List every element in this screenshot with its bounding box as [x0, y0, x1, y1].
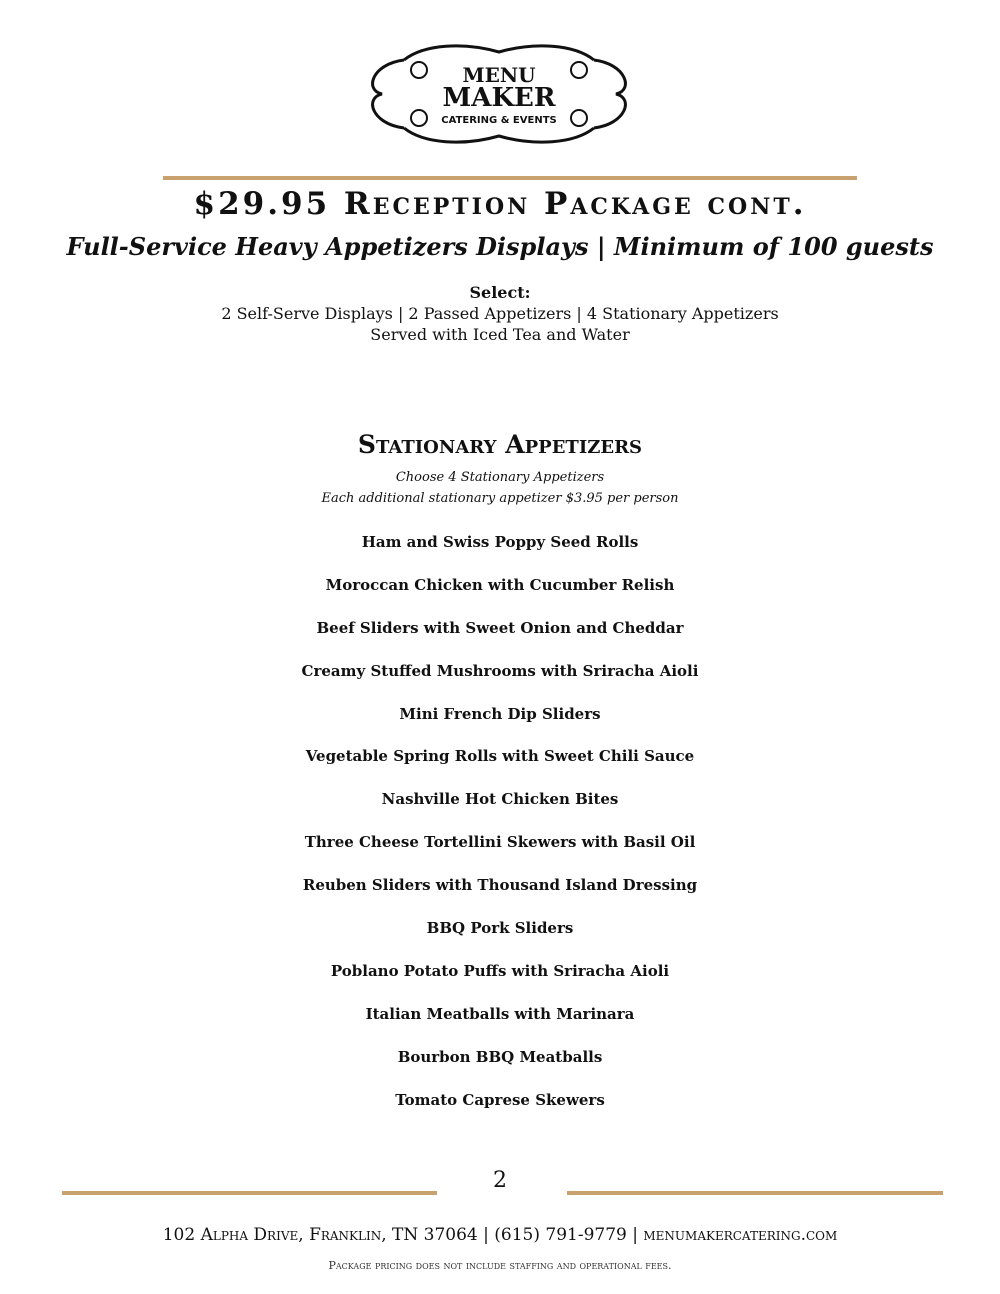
logo-line2: MAKER — [442, 83, 556, 113]
list-item: Creamy Stuffed Mushrooms with Sriracha Aioli — [301, 661, 699, 680]
logo-line1: MENU — [462, 63, 536, 87]
bottom-divider-left — [62, 1191, 437, 1195]
section-note-additional: Each additional stationary appetizer $3.95 per person — [321, 491, 679, 506]
list-item: Beef Sliders with Sweet Onion and Cheddar — [316, 618, 684, 637]
list-item: Moroccan Chicken with Cucumber Relish — [325, 575, 675, 594]
list-item: Mini French Dip Sliders — [399, 704, 601, 723]
footer-address: 102 Alpha Drive, Franklin, TN 37064 | (615) 791-9779 | menumakercatering.com — [162, 1225, 838, 1245]
list-item: Three Cheese Tortellini Skewers with Basil Oil — [304, 833, 696, 852]
page-number: 2 — [493, 1168, 507, 1193]
list-item: Tomato Caprese Skewers — [395, 1090, 605, 1109]
served-with: Served with Iced Tea and Water — [370, 325, 630, 344]
top-divider — [163, 176, 857, 180]
list-item: Bourbon BBQ Meatballs — [397, 1047, 603, 1066]
list-item: Ham and Swiss Poppy Seed Rolls — [361, 533, 639, 551]
page-subtitle: Full-Service Heavy Appetizers Displays | Minimum of 100 guests — [66, 232, 934, 261]
list-item: BBQ Pork Sliders — [426, 919, 574, 938]
list-item: Vegetable Spring Rolls with Sweet Chili Sauce — [305, 747, 695, 766]
footer-disclaimer: Package pricing does not include staffing and operational fees. — [328, 1259, 672, 1272]
select-options: 2 Self-Serve Displays | 2 Passed Appetizers | 4 Stationary Appetizers — [221, 304, 779, 323]
list-item: Reuben Sliders with Thousand Island Dressing — [302, 876, 698, 895]
section-note-choose: Choose 4 Stationary Appetizers — [395, 470, 605, 485]
bottom-divider-right — [567, 1191, 943, 1195]
appetizer-list — [0, 529, 1000, 1129]
menu-maker-logo — [364, 40, 634, 148]
page-title: $29.95 Reception Package cont. — [193, 186, 807, 222]
select-label: Select: — [469, 283, 531, 302]
list-item: Nashville Hot Chicken Bites — [381, 790, 619, 809]
list-item: Poblano Potato Puffs with Sriracha Aioli — [330, 961, 670, 980]
section-title: Stationary Appetizers — [357, 430, 643, 459]
list-item: Italian Meatballs with Marinara — [365, 1004, 635, 1023]
logo-line3: CATERING & EVENTS — [441, 115, 557, 126]
